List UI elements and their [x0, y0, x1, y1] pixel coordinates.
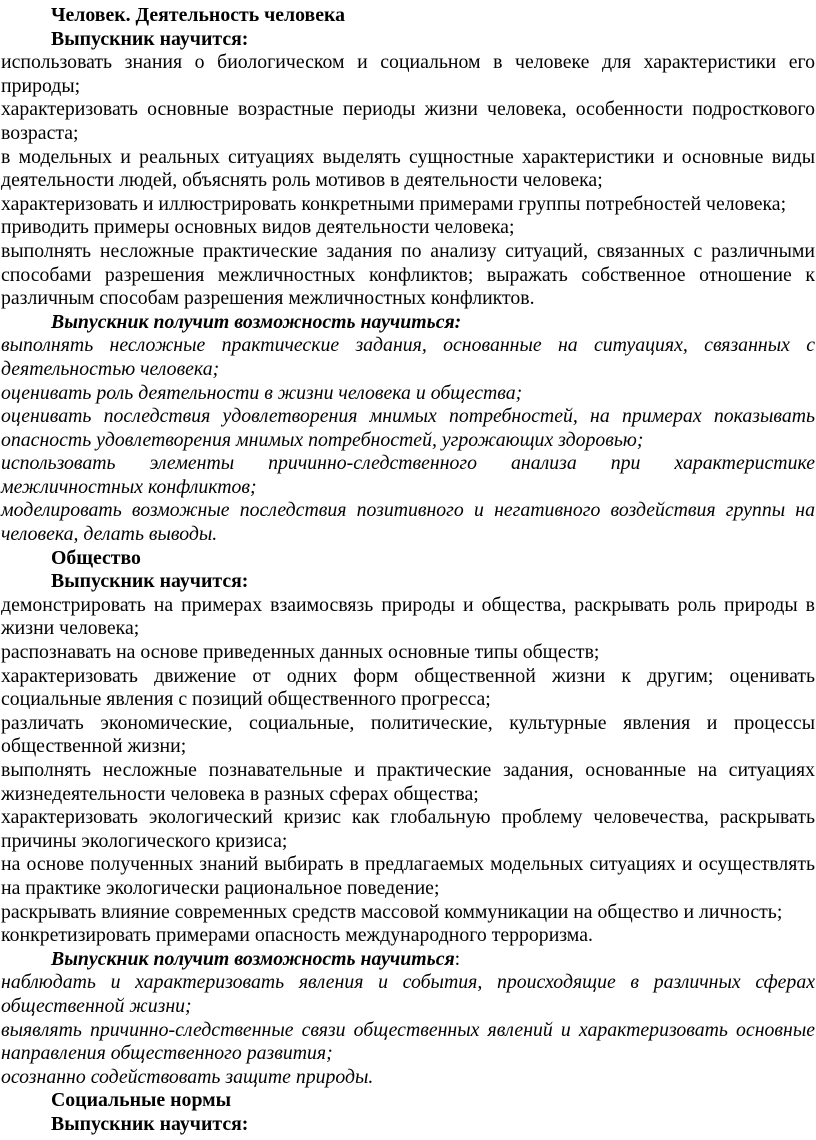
list-item: распознавать на основе приведенных данных основные типы обществ;	[1, 641, 600, 664]
list-item: моделировать возможные последствия позитивного и негативного воздействия группы на человека, делать выводы.	[1, 499, 815, 546]
list-item: выполнять несложные познавательные и практические задания, основанные на ситуациях жизнедеятельности человека в разных сферах общества;	[1, 759, 815, 805]
list-item: раскрывать влияние современных средств массовой коммуникации на общество и личность;	[1, 900, 783, 923]
list-item: выявлять причинно-следственные связи общественных явлений и характеризовать основные направления общественного развития;	[1, 1018, 815, 1065]
list-item: конкретизировать примерами опасность международного терроризма.	[1, 924, 593, 947]
list-item: различать экономические, социальные, политические, культурные явления и процессы общественной жизни;	[1, 711, 815, 758]
list-item: характеризовать движение от одних форм общественной жизни к другим; оценивать социальные явления с позиций общественного прогресса;	[1, 664, 815, 711]
list-item: характеризовать и иллюстрировать конкретными примерами группы потребностей человека;	[1, 192, 787, 215]
list-item: оценивать последствия удовлетворения мнимых потребностей, на примерах показывать опасность удовлетворения мнимых потребностей, угрожающих здоровью;	[1, 405, 815, 451]
section-title-society: Общество	[51, 546, 141, 569]
list-item: выполнять несложные практические задания по анализу ситуаций, связанных с различными способами разрешения межличностных конфликтов; выражать собственное отношение к различным способам разрешения межличностных конфликтов.	[1, 239, 815, 310]
list-item: в модельных и реальных ситуациях выделять сущностные характеристики и основные виды деятельности людей, объяснять роль мотивов в деятельности человека;	[1, 145, 815, 192]
opportunity-heading-text: Выпускник получит возможность научиться	[51, 947, 455, 970]
list-item: наблюдать и характеризовать явления и события, происходящие в различных сферах общественной жизни;	[1, 971, 815, 1017]
opportunity-heading-person: Выпускник получит возможность научиться:	[51, 310, 462, 333]
list-item: использовать элементы причинно-следственного анализа при характеристике межличностных конфликтов;	[1, 452, 815, 498]
opportunity-heading-colon: :	[454, 947, 461, 970]
list-item: характеризовать экологический кризис как глобальную проблему человечества, раскрывать причины экологического кризиса;	[1, 806, 815, 852]
section-title-person: Человек. Деятельность человека	[51, 4, 346, 26]
learn-heading-society: Выпускник научится:	[51, 570, 249, 593]
section-title-norms: Социальные нормы	[51, 1089, 232, 1112]
list-item: на основе полученных знаний выбирать в предлагаемых модельных ситуациях и осуществлять на практике экологически рациональное поведение;	[1, 853, 815, 899]
learn-heading-norms: Выпускник научится:	[51, 1112, 249, 1135]
list-item: выполнять несложные практические задания, основанные на ситуациях, связанных с деятельностью человека;	[1, 334, 815, 380]
learn-heading-person: Выпускник научится:	[51, 27, 249, 50]
list-item: характеризовать основные возрастные периоды жизни человека, особенности подросткового возраста;	[1, 98, 815, 144]
opportunity-heading-society	[1, 948, 815, 972]
list-item: оценивать роль деятельности в жизни человека и общества;	[1, 381, 523, 404]
list-item: использовать знания о биологическом и социальном в человеке для характеристики его природы;	[1, 51, 815, 97]
list-item: приводить примеры основных видов деятельности человека;	[1, 216, 515, 239]
list-item: демонстрировать на примерах взаимосвязь природы и общества, раскрывать роль природы в жизни человека;	[1, 593, 815, 640]
list-item: осознанно содействовать защите природы.	[1, 1065, 374, 1088]
